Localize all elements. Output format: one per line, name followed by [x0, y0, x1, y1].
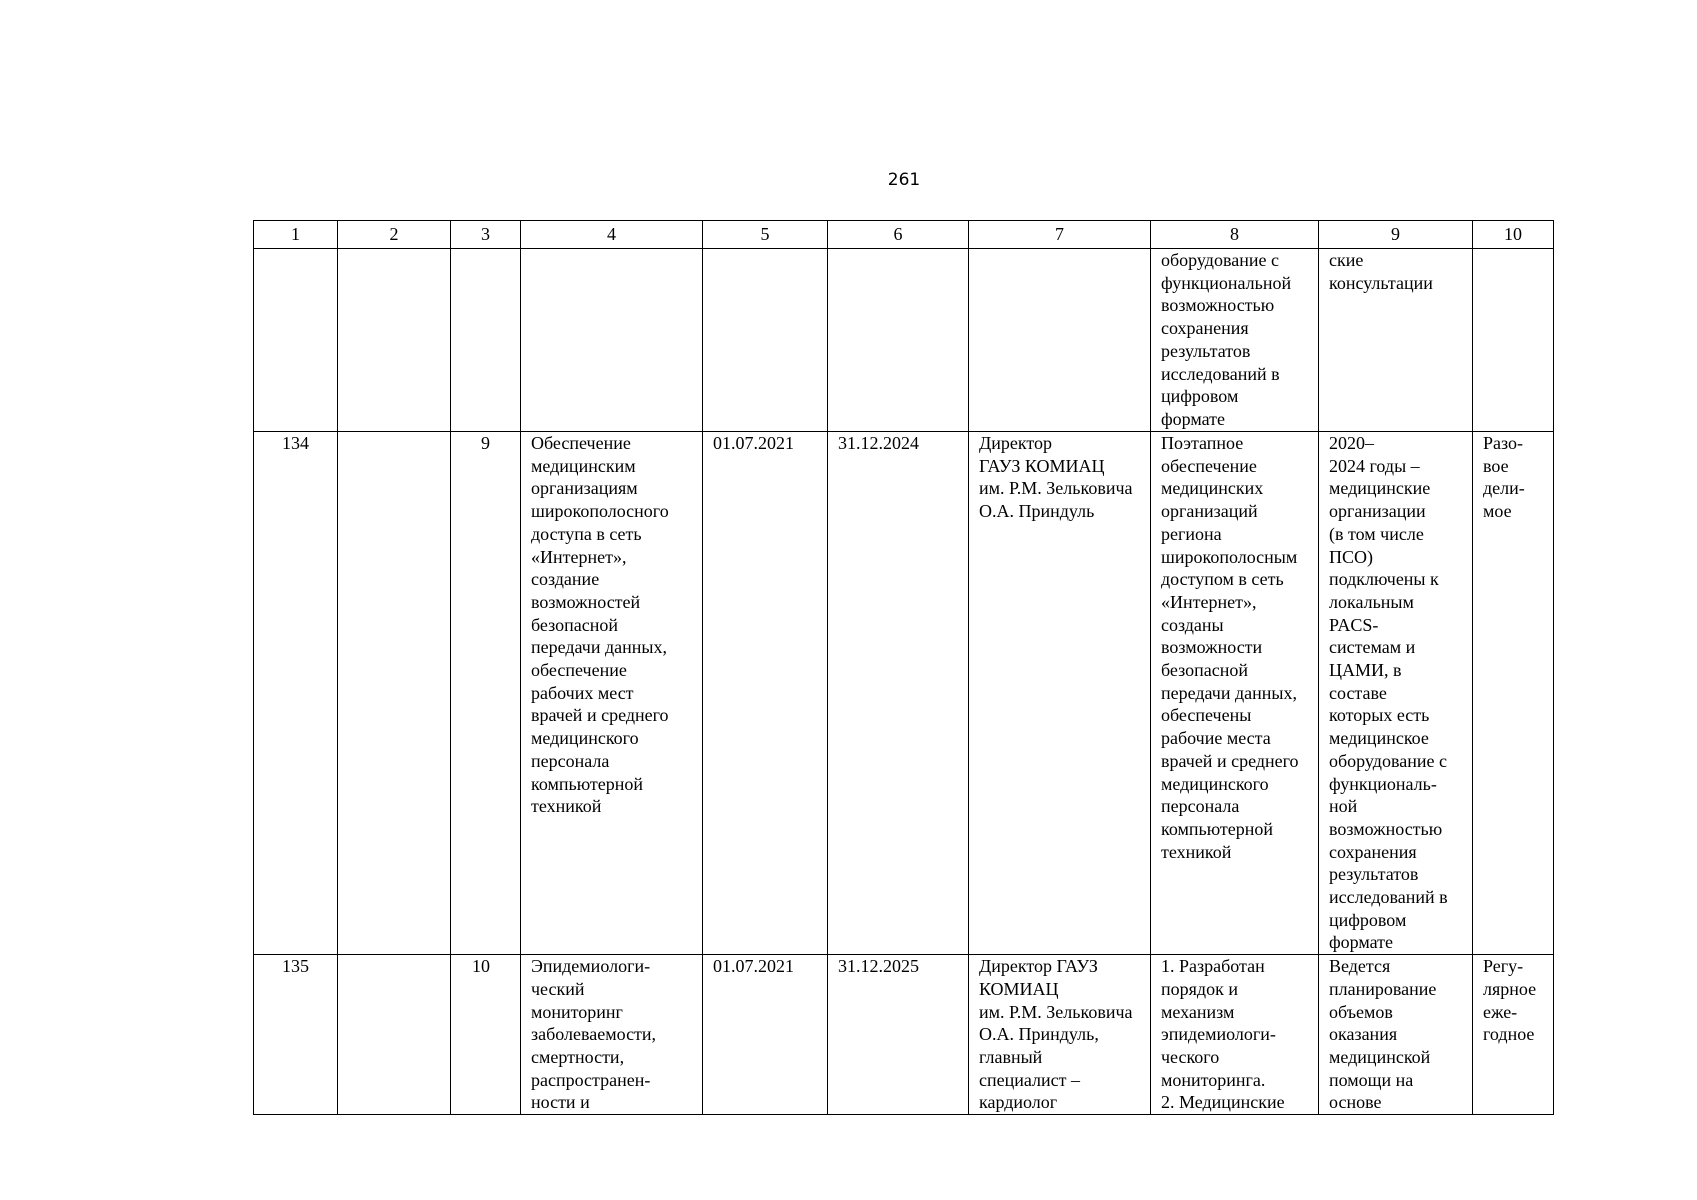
cell-type: Регу- лярное еже- годное [1473, 955, 1554, 1115]
cell-type: Разо- вое дели- мое [1473, 432, 1554, 955]
cell-responsible [969, 249, 1151, 432]
cell-activity [521, 249, 703, 432]
column-header: 4 [521, 221, 703, 249]
column-header: 1 [254, 221, 338, 249]
table-row [254, 249, 1554, 432]
cell-end-date: 31.12.2024 [828, 432, 969, 955]
table-row [254, 955, 1554, 1115]
cell-item-number: 9 [451, 432, 521, 955]
cell-item-number: 10 [451, 955, 521, 1115]
page-number: 261 [887, 170, 921, 190]
cell-result: Поэтапное обеспечение медицинских организаций региона широкополосным доступом в сеть «Интернет», созданы возможности безопасной передачи данных, обеспечены рабочие места врачей и среднего медицинского персонала компьютерной техникой [1151, 432, 1319, 955]
column-header: 6 [828, 221, 969, 249]
cell-col2 [338, 432, 451, 955]
cell-activity: Обеспечение медицинским организациям широкополосного доступа в сеть «Интернет», создание возможностей безопасной передачи данных, обеспечение рабочих мест врачей и среднего медицинского персонала компьютерной техникой [521, 432, 703, 955]
table-row [254, 432, 1554, 955]
cell-start-date [703, 249, 828, 432]
plan-table [253, 220, 1554, 1115]
column-header: 5 [703, 221, 828, 249]
cell-indicator: Ведется планирование объемов оказания медицинской помощи на основе [1319, 955, 1473, 1115]
column-header: 10 [1473, 221, 1554, 249]
cell-indicator: ские консультации [1319, 249, 1473, 432]
cell-col2 [338, 955, 451, 1115]
cell-end-date: 31.12.2025 [828, 955, 969, 1115]
cell-result: оборудование с функциональной возможностью сохранения результатов исследований в цифровом формате [1151, 249, 1319, 432]
cell-activity: Эпидемиологи- ческий мониторинг заболеваемости, смертности, распространен- ности и [521, 955, 703, 1115]
column-header: 9 [1319, 221, 1473, 249]
column-header: 8 [1151, 221, 1319, 249]
cell-col2 [338, 249, 451, 432]
cell-type [1473, 249, 1554, 432]
cell-responsible: Директор ГАУЗ КОМИАЦ им. Р.М. Зельковича О.А. Приндуль, главный специалист – кардиолог [969, 955, 1151, 1115]
cell-responsible: Директор ГАУЗ КОМИАЦ им. Р.М. Зельковичa О.А. Приндуль [969, 432, 1151, 955]
cell-row-number: 134 [254, 432, 338, 955]
cell-indicator: 2020– 2024 годы – медицинские организации (в том числе ПСО) подключены к локальным PACS- системам и ЦАМИ, в составе которых есть медицинское оборудование с функциональ- ной возможностью сохранения результатов исследований в цифровом формате [1319, 432, 1473, 955]
column-header: 7 [969, 221, 1151, 249]
column-header: 3 [451, 221, 521, 249]
cell-item-number [451, 249, 521, 432]
column-number-row [254, 221, 1554, 249]
cell-start-date: 01.07.2021 [703, 955, 828, 1115]
cell-result: 1. Разработан порядок и механизм эпидемиологи- ческого мониторинга. 2. Медицинские [1151, 955, 1319, 1115]
cell-end-date [828, 249, 969, 432]
cell-row-number [254, 249, 338, 432]
cell-row-number: 135 [254, 955, 338, 1115]
column-header: 2 [338, 221, 451, 249]
cell-start-date: 01.07.2021 [703, 432, 828, 955]
